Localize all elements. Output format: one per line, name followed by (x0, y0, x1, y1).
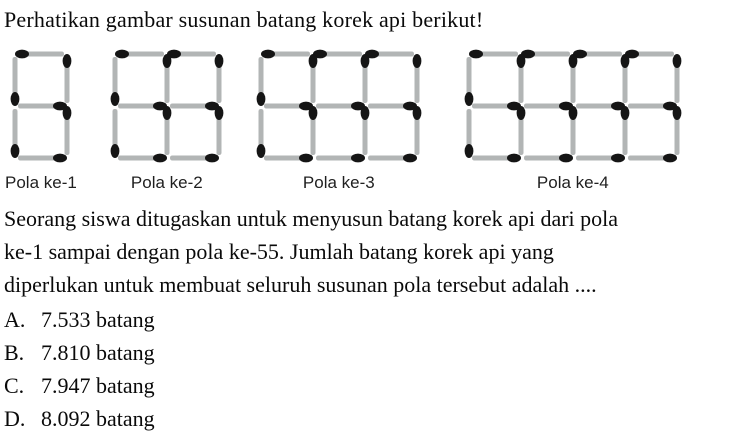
pattern-2-label: Pola ke-2 (130, 173, 203, 192)
matchstick-grid-svg (253, 46, 425, 166)
option-c (4, 369, 729, 402)
matchstick-figure-2 (107, 46, 227, 171)
option-c-text: 7.947 batang (41, 373, 155, 398)
option-b (4, 336, 729, 369)
answer-options (4, 303, 729, 435)
matchstick-figure-4 (461, 46, 685, 171)
matchstick-grid-svg (107, 46, 227, 166)
option-b-text: 7.810 batang (41, 340, 155, 365)
matchstick-pattern-2 (107, 46, 227, 193)
matchstick-pattern-1 (5, 46, 77, 193)
question-line-1: Seorang siswa ditugaskan untuk menyusun batang korek api dari pola (4, 206, 619, 231)
matchstick-grid-svg (7, 46, 75, 166)
option-d (4, 402, 729, 435)
matchstick-figures-row (4, 46, 729, 193)
matchstick-grid-svg (461, 46, 685, 166)
matchstick-pattern-3 (253, 46, 425, 193)
option-b-letter: B. (4, 340, 25, 365)
option-c-letter: C. (4, 373, 25, 398)
matchstick-figure-1 (7, 46, 75, 171)
option-a (4, 303, 729, 336)
option-d-text: 8.092 batang (41, 406, 155, 431)
question-line-3: diperlukan untuk membuat seluruh susunan pola tersebut adalah .... (4, 272, 597, 297)
pattern-3-label: Pola ke-3 (302, 173, 375, 192)
problem-title: Perhatikan gambar susunan batang korek api berikut! (4, 7, 484, 32)
option-a-letter: A. (4, 307, 26, 332)
pattern-1-label: Pola ke-1 (5, 173, 77, 192)
matchstick-pattern-4 (461, 46, 685, 193)
option-d-letter: D. (4, 406, 26, 431)
option-a-text: 7.533 batang (41, 307, 155, 332)
question-paragraph (4, 202, 729, 301)
question-line-2: ke-1 sampai dengan pola ke-55. Jumlah batang korek api yang (4, 239, 554, 264)
matchstick-figure-3 (253, 46, 425, 171)
pattern-4-label: Pola ke-4 (536, 173, 609, 192)
